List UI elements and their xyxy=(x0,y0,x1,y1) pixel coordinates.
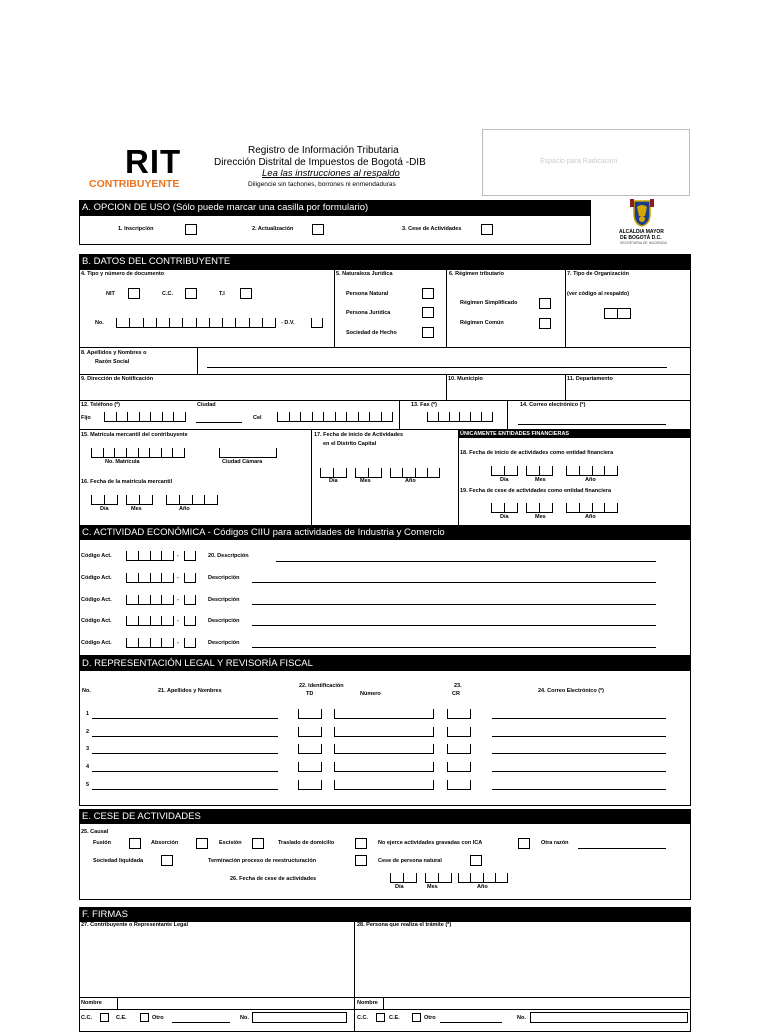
f26-mes-label: Mes xyxy=(427,884,438,890)
escision-label: Escisión xyxy=(219,840,242,846)
row-correo-input[interactable] xyxy=(492,753,666,754)
descripcion-label-1: 20. Descripción xyxy=(208,553,249,559)
row-number: 3 xyxy=(86,746,90,752)
descripcion-label-3: Descripción xyxy=(208,597,240,603)
f19-ano-input[interactable] xyxy=(566,503,618,513)
f17-ano-label: Año xyxy=(405,478,416,484)
row-td-input[interactable] xyxy=(298,727,322,737)
row-number: 4 xyxy=(86,764,90,770)
firma28-ce-checkbox[interactable] xyxy=(412,1013,421,1022)
f19-dia-label: Día xyxy=(500,514,509,520)
terminacion-checkbox[interactable] xyxy=(355,855,367,866)
f17-dia-input[interactable] xyxy=(320,468,347,478)
cese-pn-label: Cese de persona natural xyxy=(378,858,442,864)
celular-input[interactable] xyxy=(277,412,393,422)
field-12-label: 12. Teléfono (*) xyxy=(81,402,121,408)
f16-ano-input[interactable] xyxy=(166,495,218,505)
alcaldia-line1: ALCALDIA MAYOR xyxy=(619,229,664,235)
f17-mes-input[interactable] xyxy=(355,468,382,478)
logo-rit: RIT xyxy=(125,143,182,180)
noejerce-checkbox[interactable] xyxy=(518,838,530,849)
option-cese-checkbox[interactable] xyxy=(481,224,493,235)
f18-mes-label: Mes xyxy=(535,477,546,483)
section-c-title: C. ACTIVIDAD ECONÓMICA - Códigos CIIU para actividades de Industria y Comercio xyxy=(79,525,691,540)
field-10-label: 10. Municipio xyxy=(448,376,483,382)
regimen-simplificado-label: Régimen Simplificado xyxy=(460,300,518,306)
row-td-input[interactable] xyxy=(298,744,322,754)
persona-natural-label: Persona Natural xyxy=(346,291,389,297)
dv-input[interactable] xyxy=(311,318,323,328)
nit-checkbox[interactable] xyxy=(128,288,140,299)
f26-ano-label: Año xyxy=(477,884,488,890)
col-no-label: No. xyxy=(82,688,91,694)
correo-input[interactable] xyxy=(518,424,666,425)
f16-mes-label: Mes xyxy=(131,506,142,512)
f19-ano-label: Año xyxy=(585,514,596,520)
cc-label: C.C. xyxy=(162,291,173,297)
row-correo-input[interactable] xyxy=(492,718,666,719)
f16-ano-label: Año xyxy=(179,506,190,512)
f16-dia-input[interactable] xyxy=(91,495,118,505)
firma27-no-input[interactable] xyxy=(252,1012,347,1023)
header-line1: Registro de Información Tributaria xyxy=(248,145,399,156)
field-5-label: 5. Naturaleza Jurídica xyxy=(336,271,393,277)
f19-mes-input[interactable] xyxy=(526,503,553,513)
liquidada-checkbox[interactable] xyxy=(161,855,173,866)
cc-checkbox[interactable] xyxy=(185,288,197,299)
header-line2: Dirección Distrital de Impuestos de Bogotá -DIB xyxy=(214,157,426,168)
option-actualizacion-label: 2. Actualización xyxy=(252,226,294,232)
ciudad-camara-input[interactable] xyxy=(219,448,277,458)
codigo-act-input-2[interactable] xyxy=(126,573,174,583)
f16-mes-input[interactable] xyxy=(126,495,153,505)
codigo-act-label-4: Código Act. xyxy=(81,618,112,624)
terminacion-label: Terminación proceso de reestructuración xyxy=(208,858,317,864)
row-numero-input[interactable] xyxy=(334,762,434,772)
f16-dia-label: Día xyxy=(100,506,109,512)
absorcion-checkbox[interactable] xyxy=(196,838,208,849)
col-td-label: TD xyxy=(306,691,314,697)
f18-mes-input[interactable] xyxy=(526,466,553,476)
section-a-body xyxy=(79,215,591,245)
liquidada-label: Sociedad liquidada xyxy=(93,858,144,864)
logo-contribuyente: CONTRIBUYENTE xyxy=(89,178,180,190)
row-td-input[interactable] xyxy=(298,780,322,790)
divider xyxy=(334,269,335,347)
bogota-coat-of-arms-icon xyxy=(626,198,658,228)
row-cr-input[interactable] xyxy=(447,744,471,754)
firma28-otro-label: Otro xyxy=(424,1015,436,1021)
divider xyxy=(79,347,691,348)
codigo-act-suffix-3[interactable] xyxy=(184,595,196,605)
f18-ano-input[interactable] xyxy=(566,466,618,476)
firma28-no-input[interactable] xyxy=(530,1012,688,1023)
option-inscripcion-checkbox[interactable] xyxy=(185,224,197,235)
option-actualizacion-checkbox[interactable] xyxy=(312,224,324,235)
codigo-act-label-1: Código Act. xyxy=(81,553,112,559)
f19-dia-input[interactable] xyxy=(491,503,518,513)
field-17-label2: en el Distrito Capital xyxy=(323,441,377,447)
row-number: 1 xyxy=(86,711,90,717)
descripcion-input-4[interactable] xyxy=(252,625,656,626)
doc-number-input[interactable] xyxy=(116,318,276,328)
codigo-act-label-2: Código Act. xyxy=(81,575,112,581)
row-numero-input[interactable] xyxy=(334,780,434,790)
col-nombres-label: 21. Apellidos y Nombres xyxy=(158,688,222,694)
divider xyxy=(354,922,355,1032)
codigo-act-input-4[interactable] xyxy=(126,616,174,626)
field-19-label: 19. Fecha de cese de actividades como entidad financiera xyxy=(460,488,612,494)
option-cese-label: 3. Cese de Actividades xyxy=(402,226,462,232)
section-d-title: D. REPRESENTACIÓN LEGAL Y REVISORÍA FISCAL xyxy=(79,656,691,671)
field-9-label: 9. Dirección de Notificación xyxy=(81,376,154,382)
field-11-label: 11. Departamento xyxy=(567,376,613,382)
persona-juridica-checkbox[interactable] xyxy=(422,307,434,318)
ti-label: T.I xyxy=(219,291,225,297)
cese-pn-checkbox[interactable] xyxy=(470,855,482,866)
field-7-hint: (ver código al respaldo) xyxy=(567,291,630,297)
f17-ano-input[interactable] xyxy=(390,468,440,478)
firma27-ce-label: C.E. xyxy=(116,1015,127,1021)
f17-dia-label: Día xyxy=(329,478,338,484)
firma27-cc-label: C.C. xyxy=(81,1015,92,1021)
fusion-checkbox[interactable] xyxy=(129,838,141,849)
codigo-act-input-3[interactable] xyxy=(126,595,174,605)
row-cr-input[interactable] xyxy=(447,762,471,772)
field-15-label: 15. Matrícula mercantil del contribuyente xyxy=(81,432,188,438)
divider xyxy=(197,347,198,374)
section-f-title: F. FIRMAS xyxy=(79,907,691,922)
row-numero-input[interactable] xyxy=(334,744,434,754)
row-numero-input[interactable] xyxy=(334,727,434,737)
fusion-label: Fusión xyxy=(93,840,112,846)
financieras-label: ÚNICAMENTE ENTIDADES FINANCIERAS xyxy=(460,431,570,437)
f18-dia-input[interactable] xyxy=(491,466,518,476)
telefono-fijo-input[interactable] xyxy=(104,412,186,422)
divider xyxy=(446,269,447,347)
firma27-otro-label: Otro xyxy=(152,1015,164,1021)
doc-number-label: No. xyxy=(95,320,104,326)
no-matricula-label: No. Matrícula xyxy=(105,459,140,465)
col-cr-label: CR xyxy=(452,691,460,697)
divider xyxy=(79,374,691,375)
matricula-input[interactable] xyxy=(91,448,185,458)
divider xyxy=(458,429,459,526)
descripcion-input-3[interactable] xyxy=(252,604,656,605)
header-line3: Lea las instrucciones al respaldo xyxy=(262,168,400,179)
codigo-act-suffix-2[interactable] xyxy=(184,573,196,583)
row-correo-input[interactable] xyxy=(492,789,666,790)
dv-label: - D.V. xyxy=(281,320,295,326)
ciudad-camara-label: Ciudad Cámara xyxy=(222,459,263,465)
field-26-label: 26. Fecha de cese de actividades xyxy=(230,876,317,882)
sociedad-hecho-label: Sociedad de Hecho xyxy=(346,330,397,336)
fax-input[interactable] xyxy=(427,412,493,422)
codigo-act-input-5[interactable] xyxy=(126,638,174,648)
dash: - xyxy=(177,575,179,581)
firma28-cc-checkbox[interactable] xyxy=(376,1013,385,1022)
firma28-no-label: No. xyxy=(517,1015,526,1021)
divider xyxy=(617,308,618,319)
regimen-comun-checkbox[interactable] xyxy=(539,318,551,329)
traslado-label: Traslado de domicilio xyxy=(278,840,335,846)
f26-dia-input[interactable] xyxy=(390,873,417,883)
absorcion-label: Absorción xyxy=(151,840,179,846)
firma27-ce-checkbox[interactable] xyxy=(140,1013,149,1022)
traslado-checkbox[interactable] xyxy=(355,838,367,849)
divider xyxy=(383,997,384,1009)
descripcion-label-5: Descripción xyxy=(208,640,240,646)
telefono-ciudad-input[interactable] xyxy=(196,422,242,423)
dash: - xyxy=(177,553,179,559)
codigo-act-suffix-1[interactable] xyxy=(184,551,196,561)
divider xyxy=(117,997,118,1009)
divider xyxy=(79,1009,691,1010)
divider xyxy=(79,400,691,401)
alcaldia-line2: DE BOGOTÁ D.C. xyxy=(620,235,662,241)
col-23-label: 23. xyxy=(454,683,462,689)
ti-checkbox[interactable] xyxy=(240,288,252,299)
field-17-label: 17. Fecha de inicio de Actividades xyxy=(314,432,404,438)
alcaldia-line3: SECRETARIA DE HACIENDA xyxy=(620,241,667,245)
divider xyxy=(565,269,566,347)
ciudad-label: Ciudad xyxy=(197,402,216,408)
row-cr-input[interactable] xyxy=(447,780,471,790)
field-4-label: 4. Tipo y número de documento xyxy=(81,271,165,277)
codigo-act-label-3: Código Act. xyxy=(81,597,112,603)
otra-razon-label: Otra razón xyxy=(541,840,569,846)
option-inscripcion-label: 1. Inscripción xyxy=(118,226,154,232)
escision-checkbox[interactable] xyxy=(252,838,264,849)
noejerce-label: No ejerce actividades gravadas con ICA xyxy=(378,840,483,846)
persona-juridica-label: Persona Jurídica xyxy=(346,310,391,316)
persona-natural-checkbox[interactable] xyxy=(422,288,434,299)
row-correo-input[interactable] xyxy=(492,736,666,737)
firma28-otro-input[interactable] xyxy=(440,1022,502,1023)
dash: - xyxy=(177,597,179,603)
descripcion-label-4: Descripción xyxy=(208,618,240,624)
descripcion-label-2: Descripción xyxy=(208,575,240,581)
row-cr-input[interactable] xyxy=(447,727,471,737)
section-e-title: E. CESE DE ACTIVIDADES xyxy=(79,809,691,824)
col-identificacion-label: 22. Identificación xyxy=(299,683,344,689)
firma27-no-label: No. xyxy=(240,1015,249,1021)
dash: - xyxy=(177,618,179,624)
field-8-label2: Razón Social xyxy=(95,359,130,365)
dash: - xyxy=(177,640,179,646)
field-28-label: 28. Persona que realiza el trámite (*) xyxy=(357,922,452,928)
row-number: 2 xyxy=(86,729,90,735)
row-numero-input[interactable] xyxy=(334,709,434,719)
section-b-title: B. DATOS DEL CONTRIBUYENTE xyxy=(79,254,691,269)
divider xyxy=(446,374,447,400)
row-nombres-input[interactable] xyxy=(92,753,278,754)
firma27-otro-input[interactable] xyxy=(172,1022,230,1023)
radicacion-label: Espacio para Radicación xyxy=(540,158,618,165)
regimen-comun-label: Régimen Común xyxy=(460,320,504,326)
firma27-cc-checkbox[interactable] xyxy=(100,1013,109,1022)
firma28-cc-label: C.C. xyxy=(357,1015,368,1021)
row-correo-input[interactable] xyxy=(492,771,666,772)
field-14-label: 14. Correo electrónico (*) xyxy=(520,402,586,408)
f26-dia-label: Día xyxy=(395,884,404,890)
row-nombres-input[interactable] xyxy=(92,718,278,719)
regimen-simplificado-checkbox[interactable] xyxy=(539,298,551,309)
f26-ano-input[interactable] xyxy=(458,873,508,883)
field-25-label: 25. Causal xyxy=(81,829,109,835)
f19-mes-label: Mes xyxy=(535,514,546,520)
section-a-title: A. OPCION DE USO (Sólo puede marcar una casilla por formulario) xyxy=(79,200,591,215)
row-td-input[interactable] xyxy=(298,709,322,719)
nit-label: NIT xyxy=(106,291,115,297)
header-line4: Diligencie sin tachones, borrones ni enmendaduras xyxy=(248,181,396,188)
cel-label: Cel xyxy=(253,415,262,421)
sociedad-hecho-checkbox[interactable] xyxy=(422,327,434,338)
divider xyxy=(79,997,691,998)
col-correo-label: 24. Correo Electrónico (*) xyxy=(538,688,605,694)
row-td-input[interactable] xyxy=(298,762,322,772)
descripcion-input-5[interactable] xyxy=(252,647,656,648)
otra-razon-input[interactable] xyxy=(578,848,666,849)
codigo-act-suffix-4[interactable] xyxy=(184,616,196,626)
descripcion-input-1[interactable] xyxy=(276,561,656,562)
divider xyxy=(311,429,312,526)
codigo-act-suffix-5[interactable] xyxy=(184,638,196,648)
firma27-nombre-label: Nombre xyxy=(81,1000,102,1006)
col-numero-label: Número xyxy=(360,691,381,697)
codigo-act-label-5: Código Act. xyxy=(81,640,112,646)
f26-mes-input[interactable] xyxy=(425,873,452,883)
firma28-ce-label: C.E. xyxy=(389,1015,400,1021)
field-7-label: 7. Tipo de Organización xyxy=(567,271,629,277)
row-nombres-input[interactable] xyxy=(92,789,278,790)
field-13-label: 13. Fax (*) xyxy=(411,402,437,408)
f18-dia-label: Día xyxy=(500,477,509,483)
fijo-label: Fijo xyxy=(81,415,91,421)
field-8-label: 8. Apellidos y Nombres o xyxy=(81,350,147,356)
row-number: 5 xyxy=(86,782,90,788)
row-nombres-input[interactable] xyxy=(92,771,278,772)
field-6-label: 6. Régimen tributario xyxy=(449,271,505,277)
divider xyxy=(399,400,400,429)
divider xyxy=(565,374,566,400)
field-18-label: 18. Fecha de inicio de actividades como entidad financiera xyxy=(460,450,614,456)
field-27-label: 27. Contribuyente o Representante Legal xyxy=(81,922,188,928)
f17-mes-label: Mes xyxy=(360,478,371,484)
row-nombres-input[interactable] xyxy=(92,736,278,737)
field-16-label: 16. Fecha de la matrícula mercantil xyxy=(81,479,173,485)
razon-social-input[interactable] xyxy=(207,367,667,368)
codigo-act-input-1[interactable] xyxy=(126,551,174,561)
descripcion-input-2[interactable] xyxy=(252,582,656,583)
row-cr-input[interactable] xyxy=(447,709,471,719)
divider xyxy=(507,400,508,429)
firma28-nombre-label: Nombre xyxy=(357,1000,378,1006)
f18-ano-label: Año xyxy=(585,477,596,483)
